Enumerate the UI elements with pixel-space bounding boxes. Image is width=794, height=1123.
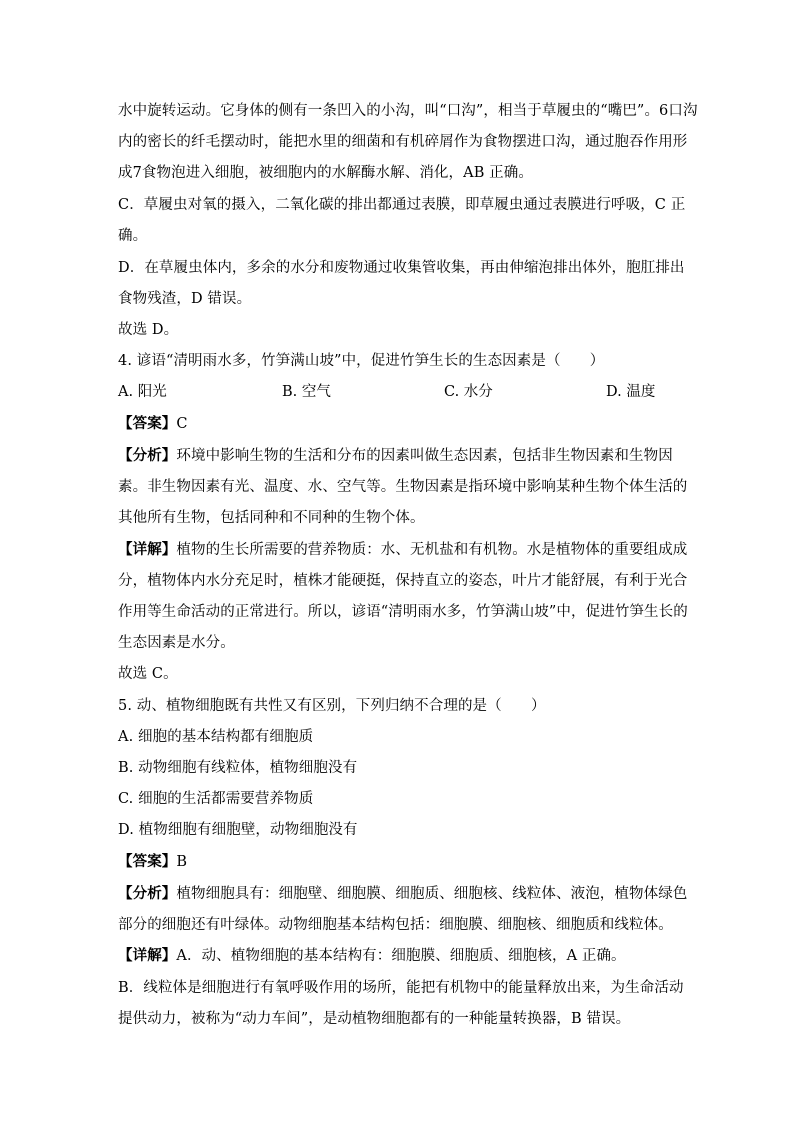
detail-text: A．动、植物细胞的基本结构有：细胞膜、细胞质、细胞核，A 正确。 — [176, 948, 626, 964]
answer-value: C — [176, 416, 188, 432]
text-line: C．草履虫对氧的摄入，二氧化碳的排出都通过表膜，即草履虫通过表膜进行呼吸，C 正 — [118, 197, 686, 213]
text-line: 部分的细胞还有叶绿体。动物细胞基本结构包括：细胞膜、细胞核、细胞质和线粒体。 — [118, 917, 673, 933]
text-line: 作用等生命活动的正常进行。所以，谚语“清明雨水多，竹笋满山坡”中，促进竹笋生长的 — [118, 604, 688, 620]
text-line: 生态因素是水分。 — [118, 635, 235, 651]
question-4-option-d: D. 温度 — [606, 384, 656, 400]
question-5-option-a: A. 细胞的基本结构都有细胞质 — [118, 729, 314, 745]
answer-value: B — [176, 854, 188, 870]
text-line: 内的密长的纤毛摆动时，能把水里的细菌和有机碎屑作为食物摆进口沟，通过胞吞作用形 — [118, 134, 688, 150]
choice-conclusion: 故选 C。 — [118, 666, 178, 682]
text-line: D．在草履虫体内，多余的水分和废物通过收集管收集，再由伸缩泡排出体外，胞肛排出 — [118, 260, 685, 276]
analysis-tag: 【分析】 — [118, 885, 177, 902]
analysis-text: 环境中影响生物的生活和分布的因素叫做生态因素，包括非生物因素和生物因 — [176, 448, 673, 464]
question-4-answer — [118, 414, 188, 434]
question-5-analysis — [118, 884, 687, 904]
choice-conclusion: 故选 D。 — [118, 322, 179, 338]
question-4-detail — [118, 540, 687, 560]
text-line: 提供动力，被称为“动力车间”，是动植物细胞都有的一种能量转换器，B 错误。 — [118, 1011, 631, 1027]
question-5-stem: 5. 动、植物细胞既有共性又有区别，下列归纳不合理的是（ ） — [118, 698, 546, 714]
analysis-tag: 【分析】 — [118, 447, 177, 464]
question-4-option-b: B. 空气 — [282, 384, 331, 400]
answer-tag: 【答案】 — [118, 853, 177, 870]
question-4-stem: 4. 谚语“清明雨水多，竹笋满山坡”中，促进竹笋生长的生态因素是（ ） — [118, 353, 605, 369]
question-5-answer — [118, 852, 187, 872]
question-5-option-b: B. 动物细胞有线粒体，植物细胞没有 — [118, 760, 358, 776]
question-4-option-c: C. 水分 — [444, 384, 493, 400]
text-line: 素。非生物因素有光、温度、水、空气等。生物因素是指环境中影响某种生物个体生活的 — [118, 479, 688, 495]
text-line: B．线粒体是细胞进行有氧呼吸作用的场所，能把有机物中的能量释放出来，为生命活动 — [118, 980, 684, 996]
text-line: 确。 — [118, 228, 148, 244]
text-line: 食物残渣，D 错误。 — [118, 291, 252, 307]
question-4-analysis — [118, 446, 673, 466]
analysis-text: 植物细胞具有：细胞壁、细胞膜、细胞质、细胞核、线粒体、液泡，植物体绿色 — [176, 886, 688, 902]
question-5-option-d: D. 植物细胞有细胞壁，动物细胞没有 — [118, 822, 358, 838]
detail-text: 植物的生长所需要的营养物质：水、无机盐和有机物。水是植物体的重要组成成 — [176, 542, 688, 558]
question-5-option-c: C. 细胞的生活都需要营养物质 — [118, 791, 314, 807]
text-line: 水中旋转运动。它身体的侧有一条凹入的小沟，叫“口沟”，相当于草履虫的“嘴巴”。6口沟 — [118, 103, 698, 119]
text-line: 分，植物体内水分充足时，植株才能硬挺，保持直立的姿态，叶片才能舒展，有利于光合 — [118, 573, 688, 589]
text-line: 成7食物泡进入细胞，被细胞内的水解酶水解、消化，AB 正确。 — [118, 165, 533, 181]
text-line: 其他所有生物，包括同种和不同种的生物个体。 — [118, 510, 425, 526]
detail-tag: 【详解】 — [118, 947, 177, 964]
detail-tag: 【详解】 — [118, 541, 177, 558]
question-5-detail — [118, 946, 626, 966]
question-4-option-a: A. 阳光 — [118, 384, 167, 400]
answer-tag: 【答案】 — [118, 415, 177, 432]
